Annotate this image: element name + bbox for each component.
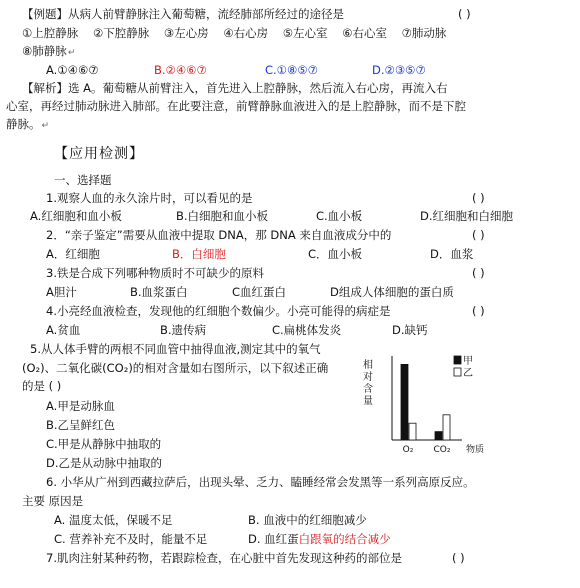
- example-answer-b: B.②④⑥⑦: [154, 63, 207, 77]
- example-answer-d: D.②③⑤⑦: [372, 63, 426, 77]
- svg-text:对: 对: [363, 372, 373, 383]
- bar-甲-1: [435, 432, 442, 440]
- svg-text:相: 相: [363, 360, 373, 371]
- legend-swatch-0: [454, 356, 461, 364]
- analysis-line-2: 心室，再经过肺动脉进入肺部。在此要注意，前臂静脉血液进入的是上腔静脉，而不是下腔: [6, 99, 466, 113]
- category-label-1: CO₂: [433, 445, 451, 455]
- gas-content-chart: [354, 348, 499, 458]
- category-label-0: O₂: [402, 445, 414, 455]
- part-title: 一、选择题: [54, 173, 112, 187]
- q7-answer-blank: ( ): [452, 551, 465, 565]
- q3-option-c: C血红蛋白: [232, 285, 287, 299]
- example-answer-a: A.①④⑥⑦: [46, 63, 99, 77]
- q4-stem: 4.小亮经血液检查，发现他的红细胞个数偏少。小亮可能得的病症是: [46, 304, 391, 318]
- q1-answer-blank: ( ): [472, 191, 485, 205]
- legend-swatch-1: [454, 368, 461, 376]
- q2-option-b: B．白细胞: [172, 247, 226, 261]
- path-option-8: ⑧肺静脉↵: [22, 44, 76, 58]
- chart-x-axis-title: 物质: [466, 445, 485, 455]
- q5-stem-line-3: 的是 ( ): [22, 379, 62, 393]
- path-option-4: ④右心房: [223, 26, 269, 40]
- example-path-options: [22, 25, 446, 41]
- q6-stem-line-2: 主要 原因是: [22, 494, 84, 508]
- path-option-1: ①上腔静脉: [22, 26, 79, 40]
- q3-option-d: D组成人体细胞的蛋白质: [330, 285, 454, 299]
- q2-option-d: D．血浆: [430, 247, 474, 261]
- q3-answer-blank: ( ): [472, 266, 485, 280]
- q4-option-c: C.扁桃体发炎: [272, 323, 342, 337]
- chart-y-axis-title: [363, 358, 373, 407]
- path-option-3: ③左心房: [163, 26, 209, 40]
- q6-option-d: D. 血红蛋白跟氧的结合减少: [248, 532, 391, 546]
- analysis-line-3: 静脉。↵: [6, 117, 50, 131]
- example-answer-c: C.①⑧⑤⑦: [265, 63, 318, 77]
- svg-text:量: 量: [363, 396, 373, 407]
- legend-label-0: 甲: [463, 356, 473, 367]
- q5-stem-line-2: (O₂)、二氧化碳(CO₂)的相对含量如右图所示，以下叙述正确: [22, 361, 329, 375]
- q4-option-b: B.遗传病: [160, 323, 207, 337]
- bar-甲-0: [401, 364, 408, 440]
- analysis-line-1: 【解析】选 A。葡萄糖从前臂注入，首先进入上腔静脉，然后流入右心房，再流入右: [22, 81, 448, 95]
- q5-option-c: C.甲是从静脉中抽取的: [46, 437, 162, 451]
- section-title: 【应用检测】: [54, 146, 144, 162]
- q4-answer-blank: ( ): [472, 304, 485, 318]
- q5-stem-line-1: 5.从人体手臂的两根不同血管中抽得血液,测定其中的氧气: [30, 342, 321, 356]
- q5-option-a: A.甲是动脉血: [46, 399, 115, 413]
- q5-option-d: D.乙是从动脉中抽取的: [46, 456, 163, 470]
- q3-option-a: A胆汁: [46, 285, 77, 299]
- q4-option-d: D.缺钙: [392, 323, 428, 337]
- q6-option-b: B. 血液中的红细胞减少: [248, 513, 367, 527]
- example-question-stem: 【例题】从病人前臂静脉注入葡萄糖，流经肺部所经过的途径是: [22, 7, 344, 21]
- q6-option-c: C. 营养补充不及时，能量不足: [54, 532, 208, 546]
- q3-option-b: B.血浆蛋白: [130, 285, 188, 299]
- q1-option-c: C.血小板: [316, 209, 363, 223]
- bar-乙-1: [443, 415, 450, 440]
- q2-answer-blank: ( ): [472, 228, 485, 242]
- q1-stem: 1.观察人血的永久涂片时，可以看见的是: [46, 191, 253, 205]
- q2-option-c: C．血小板: [308, 247, 363, 261]
- q7-stem: 7.肌肉注射某种药物，若跟踪检查，在心脏中首先发现这种药的部位是: [46, 551, 402, 565]
- q2-option-a: A．红细胞: [46, 247, 100, 261]
- q3-stem: 3.铁是合成下列哪种物质时不可缺少的原料: [46, 266, 264, 280]
- path-option-6: ⑥右心室: [342, 26, 387, 40]
- q1-option-b: B.白细胞和血小板: [176, 209, 269, 223]
- path-option-5: ⑤左心室: [282, 26, 328, 40]
- chart-legend: [454, 355, 473, 379]
- path-option-2: ②下腔静脉: [92, 26, 150, 40]
- svg-text:含: 含: [363, 384, 373, 395]
- q1-option-d: D.红细胞和白细胞: [420, 209, 514, 223]
- q6-option-a: A. 温度太低，保暖不足: [54, 513, 173, 527]
- q1-option-a: A.红细胞和血小板: [30, 209, 122, 223]
- q2-stem: 2．“亲子鉴定”需要从血液中提取 DNA，那 DNA 来自血液成分中的: [46, 228, 392, 242]
- legend-label-1: 乙: [463, 368, 473, 379]
- q6-stem-line-1: 6. 小华从广州到西藏拉萨后，出现头晕、乏力、瞌睡经常会发黑等一系列高原反应。: [46, 475, 475, 489]
- q5-option-b: B.乙呈鲜红色: [46, 418, 116, 432]
- path-option-7: ⑦肺动脉: [401, 26, 447, 40]
- example-answer-blank: ( ): [458, 7, 471, 21]
- bar-乙-0: [409, 423, 416, 440]
- q4-option-a: A.贫血: [46, 323, 81, 337]
